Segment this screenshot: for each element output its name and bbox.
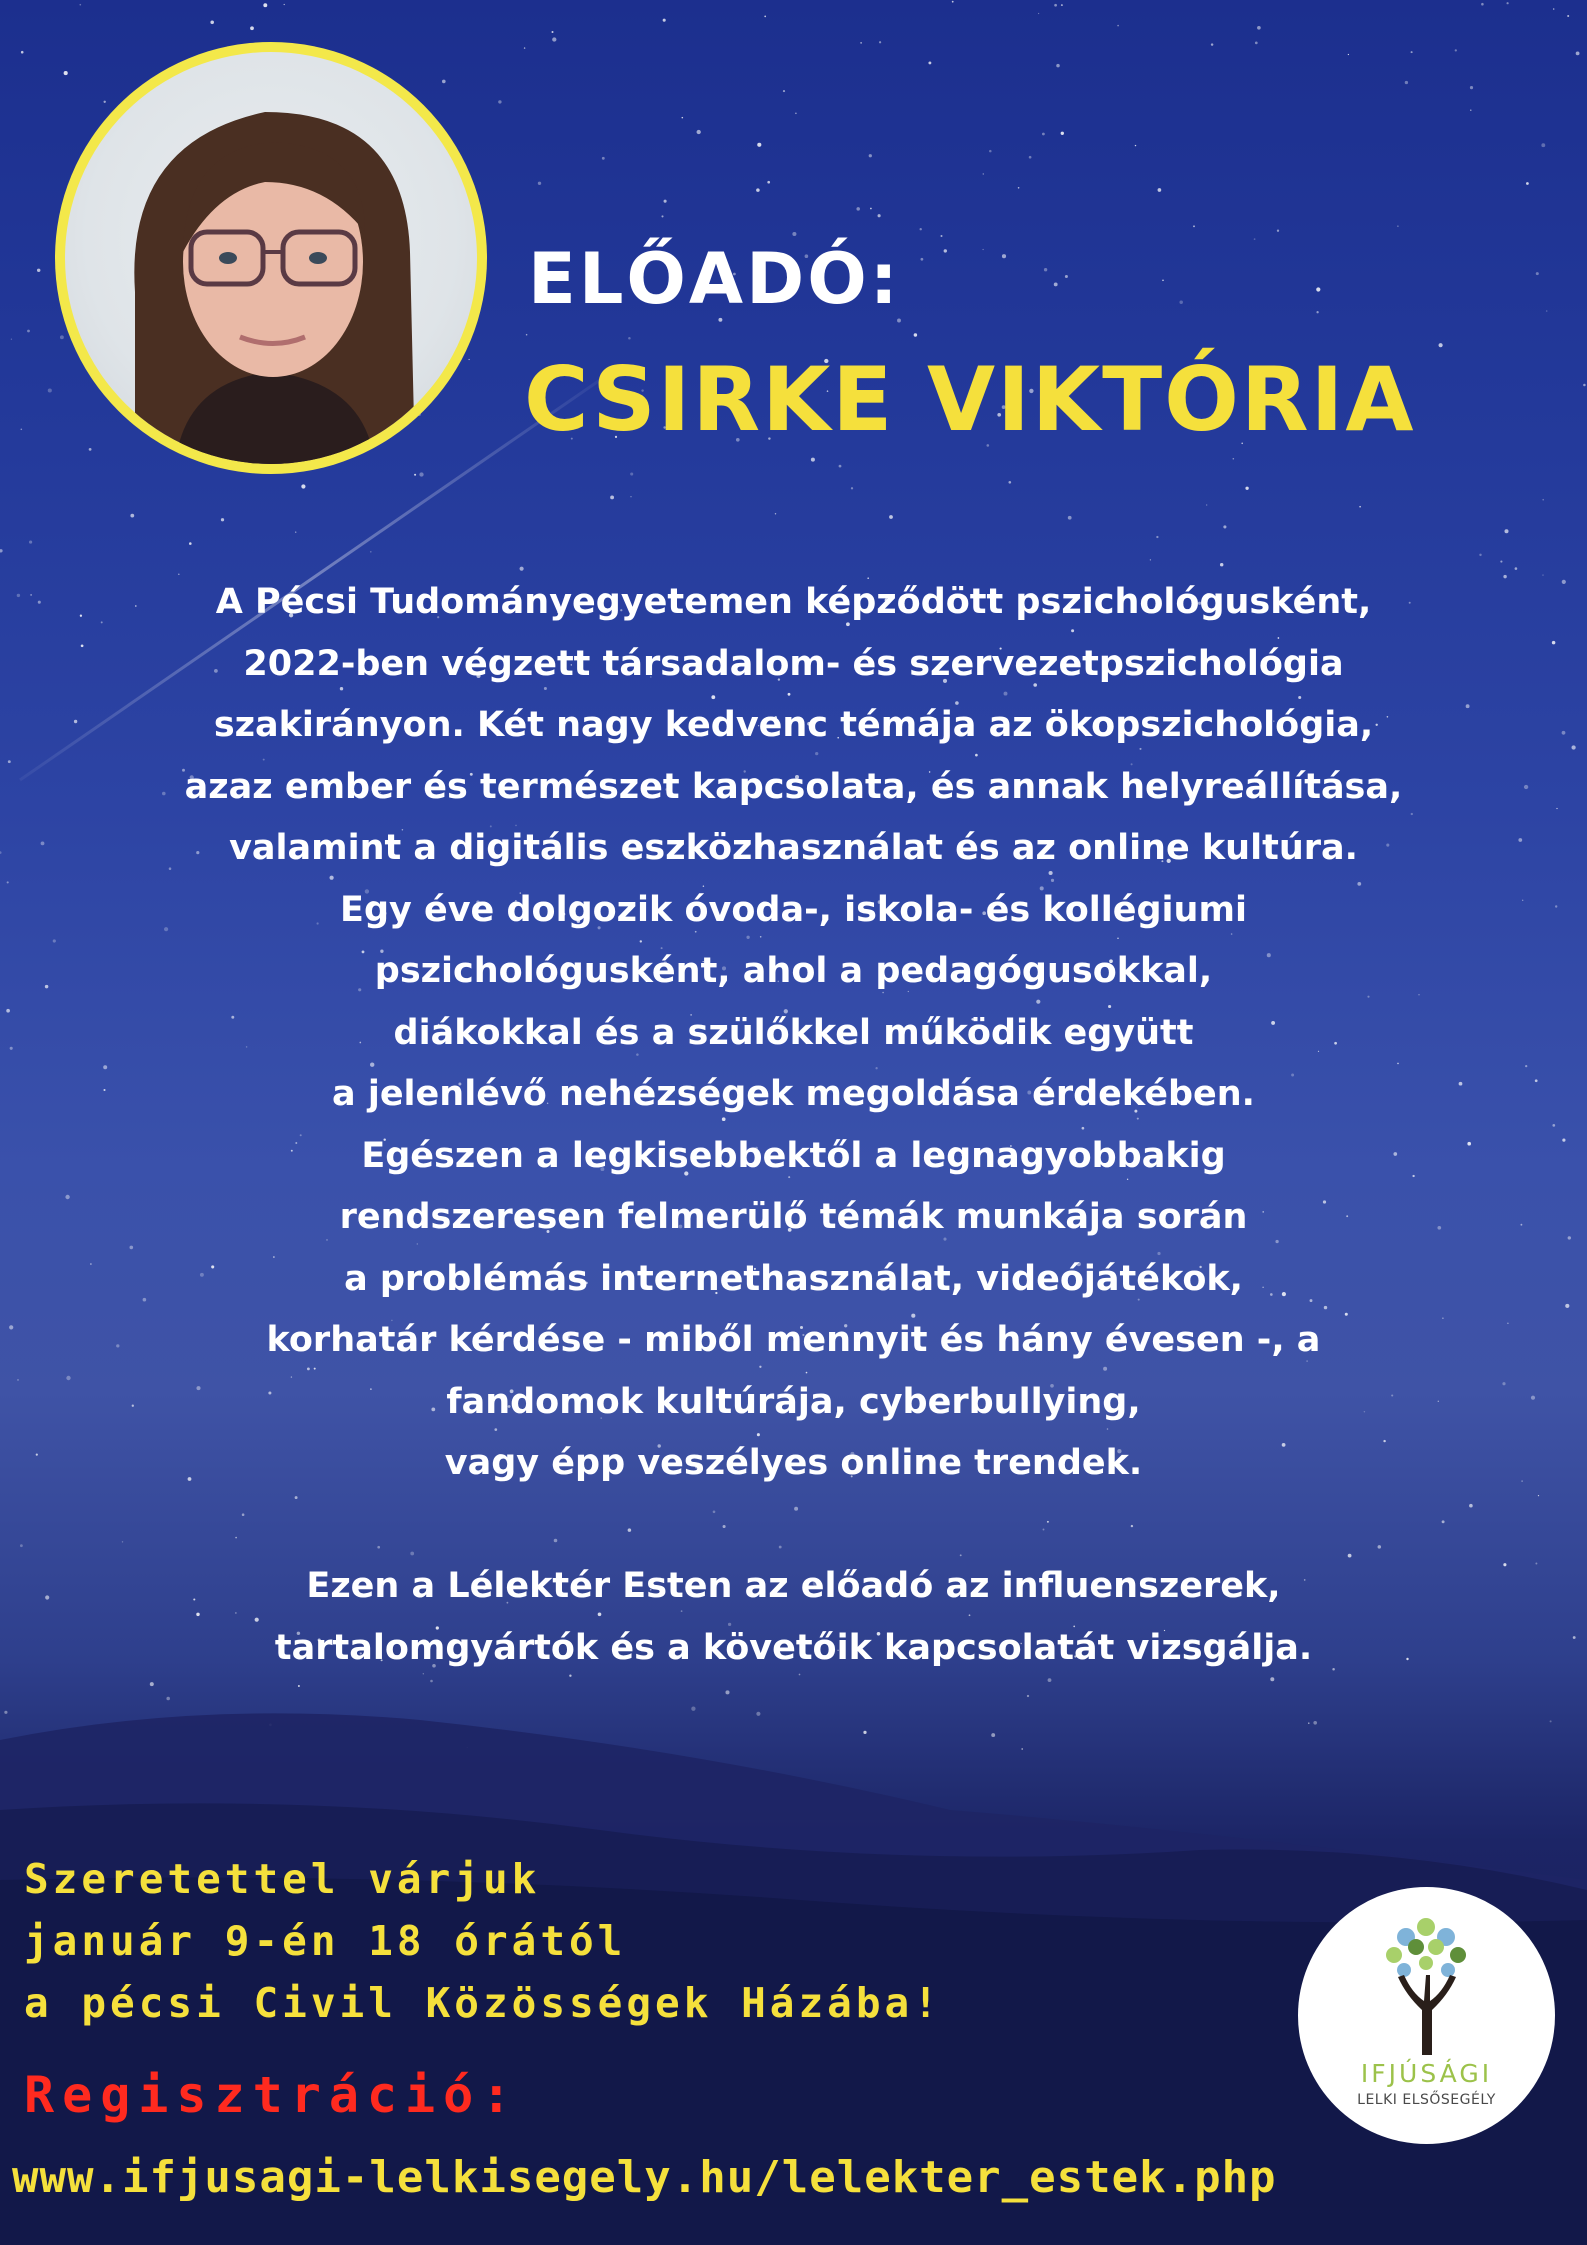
bio-summary-line: Ezen a Lélektér Esten az előadó az influenszerek, <box>306 1566 1281 1606</box>
bio-summary-line: tartalomgyártók és a követőik kapcsolatát vizsgálja. <box>274 1627 1313 1668</box>
speaker-portrait <box>65 52 477 464</box>
invite-line: Szeretettel várjuk <box>24 1855 541 1903</box>
speaker-photo <box>65 52 477 464</box>
bio-line: vagy épp veszélyes online trendek. <box>444 1443 1143 1483</box>
bio-line: rendszeresen felmerülő témák munkája során <box>339 1197 1248 1237</box>
speaker-name: CSIRKE VIKTÓRIA <box>524 348 1416 451</box>
registration-link[interactable]: www.ifjusagi-lelkisegely.hu/lelekter_estek.php <box>12 2152 1277 2203</box>
invite-date-line: január 9-én 18 órától <box>24 1917 627 1965</box>
logo-subtitle: LELKI ELSŐSEGÉLY <box>1357 2092 1496 2108</box>
speaker-bio <box>40 572 1547 1679</box>
bio-line: valamint a digitális eszközhasználat és az online kultúra. <box>229 828 1358 868</box>
bio-line: pszichológusként, ahol a pedagógusokkal, <box>374 951 1213 991</box>
speaker-label: ELŐADÓ: <box>528 238 901 320</box>
logo-name: IFJÚSÁGI <box>1360 2059 1493 2088</box>
bio-line: Egy éve dolgozik óvoda-, iskola- és kollégiumi <box>340 889 1247 930</box>
event-invitation <box>24 1848 942 2034</box>
bio-line: diákokkal és a szülőkkel működik együtt <box>393 1012 1194 1053</box>
bio-line: a jelenlévő nehézségek megoldása érdekében. <box>332 1074 1255 1114</box>
bio-line: szakirányon. Két nagy kedvenc témája az ökopszichológia, <box>213 705 1374 745</box>
bio-line: a problémás internethasználat, videójátékok, <box>344 1258 1243 1299</box>
bio-line: Egészen a legkisebbektől a legnagyobbakig <box>361 1135 1226 1176</box>
bio-line: korhatár kérdése - miből mennyit és hány évesen -, a <box>266 1320 1321 1360</box>
bio-line: 2022-ben végzett társadalom- és szervezetpszichológia <box>243 643 1344 684</box>
bio-line: azaz ember és természet kapcsolata, és annak helyreállítása, <box>184 766 1403 807</box>
speaker-photo-frame <box>55 42 487 474</box>
paragraph-gap <box>40 1495 1547 1557</box>
organization-logo <box>1298 1887 1555 2144</box>
tree-hands-icon <box>1376 1915 1476 2055</box>
invite-venue-line: a pécsi Civil Közösségek Házába! <box>24 1979 942 2027</box>
registration-label: Regisztráció: <box>24 2066 520 2124</box>
bio-line: fandomok kultúrája, cyberbullying, <box>446 1381 1141 1422</box>
bio-line: A Pécsi Tudományegyetemen képződött pszichológusként, <box>215 582 1372 622</box>
